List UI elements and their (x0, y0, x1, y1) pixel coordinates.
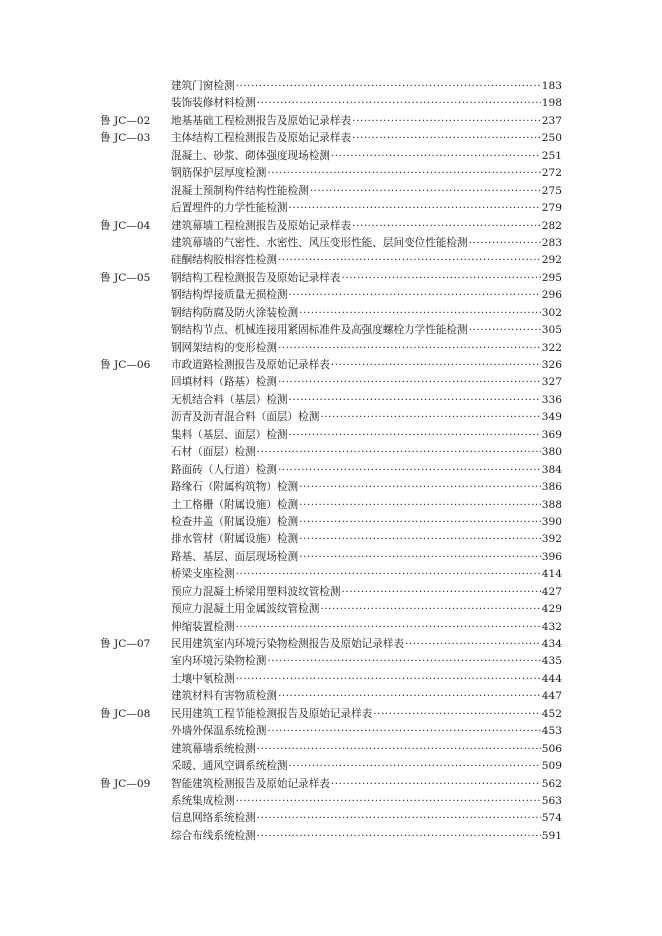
toc-dot-leader (236, 619, 541, 636)
toc-dot-leader (320, 409, 540, 426)
toc-entry-code: 鲁 JC—09 (100, 777, 151, 790)
toc-entry-page: 427 (541, 585, 562, 598)
toc-dot-leader (257, 810, 541, 827)
toc-dot-leader (278, 688, 541, 705)
toc-entry[interactable] (0, 165, 662, 182)
toc-entry-line (171, 584, 562, 601)
toc-entry-title: 预应力混凝土用金属波纹管检测 (171, 603, 320, 616)
toc-entry-page: 434 (541, 638, 562, 650)
toc-entry[interactable] (0, 653, 662, 670)
toc-entry[interactable] (0, 810, 662, 827)
toc-entry[interactable] (0, 322, 662, 339)
toc-entry-page: 380 (541, 446, 562, 459)
toc-dot-leader (299, 514, 541, 531)
toc-entry-line (171, 165, 562, 182)
toc-entry[interactable] (0, 130, 662, 147)
toc-entry-title: 建筑材料有害物质检测 (171, 690, 277, 703)
toc-entry-line (171, 671, 562, 688)
toc-entry[interactable] (0, 148, 662, 165)
toc-entry-code: 鲁 JC—03 (100, 132, 151, 145)
toc-dot-leader (236, 793, 541, 810)
toc-dot-leader (352, 130, 541, 147)
toc-dot-leader (289, 287, 541, 304)
toc-entry[interactable] (0, 828, 662, 845)
toc-dot-leader (352, 113, 541, 130)
toc-entry-line (171, 601, 562, 618)
toc-entry-page: 275 (541, 184, 562, 197)
toc-entry-page: 183 (541, 80, 562, 92)
toc-entry-title: 伸缩装置检测 (171, 620, 235, 633)
toc-entry-page: 453 (541, 725, 562, 738)
toc-entry-code: 鲁 JC—06 (100, 359, 151, 371)
toc-entry-page: 349 (541, 411, 562, 424)
toc-entry[interactable] (0, 252, 662, 269)
toc-entry-line (171, 828, 562, 845)
toc-entry-page: 432 (541, 620, 562, 633)
toc-dot-leader (278, 462, 541, 479)
toc-entry-title: 无机结合料（基层）检测 (171, 393, 288, 406)
toc-dot-leader (352, 218, 541, 235)
toc-entry-page: 563 (541, 794, 562, 807)
toc-entry-title: 系统集成检测 (171, 794, 235, 807)
toc-entry-page: 369 (541, 428, 562, 441)
toc-dot-leader (310, 183, 541, 200)
toc-entry[interactable] (0, 497, 662, 514)
toc-dot-leader (236, 671, 541, 688)
toc-entry[interactable] (0, 218, 662, 235)
toc-dot-leader (299, 497, 541, 514)
toc-entry-line (171, 688, 562, 705)
toc-entry[interactable] (0, 235, 662, 252)
toc-entry[interactable] (0, 444, 662, 461)
toc-entry-line (171, 200, 562, 217)
toc-entry-page: 388 (541, 498, 562, 511)
toc-dot-leader (267, 653, 540, 670)
toc-entry-title: 建筑门窗检测 (171, 80, 235, 92)
toc-entry-line (171, 183, 562, 200)
toc-entry[interactable] (0, 374, 662, 391)
toc-entry-page: 506 (541, 742, 562, 755)
toc-entry[interactable] (0, 723, 662, 740)
toc-entry-line (171, 566, 562, 583)
toc-entry[interactable] (0, 793, 662, 810)
toc-dot-leader (267, 165, 540, 182)
toc-entry[interactable] (0, 584, 662, 601)
toc-entry-title: 市政道路检测报告及原始记录样表 (171, 359, 330, 371)
toc-entry[interactable] (0, 409, 662, 426)
toc-entry-page: 390 (541, 515, 562, 528)
toc-dot-leader (257, 741, 541, 758)
toc-entry-line (171, 723, 562, 740)
toc-entry-line (171, 531, 562, 548)
toc-entry-line (171, 479, 562, 496)
toc-entry-code: 鲁 JC—02 (100, 114, 151, 127)
toc-entry-title: 回填材料（路基）检测 (171, 376, 277, 389)
toc-entry-title: 钢结构防腐及防火涂装检测 (171, 306, 299, 319)
toc-entry[interactable] (0, 78, 662, 95)
toc-dot-leader (257, 444, 541, 461)
toc-entry-title: 综合布线系统检测 (171, 829, 256, 842)
table-of-contents (0, 78, 662, 845)
toc-entry[interactable] (0, 549, 662, 566)
toc-entry-title: 建筑幕墙工程检测报告及原始记录样表 (171, 219, 352, 232)
toc-entry-title: 土壤中氡检测 (171, 672, 235, 685)
toc-dot-leader (267, 723, 540, 740)
toc-entry-page: 574 (541, 812, 562, 825)
toc-entry-page: 447 (541, 690, 562, 703)
toc-entry-title: 预应力混凝土桥梁用塑料波纹管检测 (171, 585, 341, 598)
toc-entry[interactable] (0, 357, 662, 374)
toc-entry-line (171, 218, 562, 235)
toc-entry-line (171, 270, 562, 287)
toc-entry-title: 建筑幕墙的气密性、水密性、风压变形性能、层间变位性能检测 (171, 236, 468, 249)
toc-entry-title: 钢筋保护层厚度检测 (171, 167, 267, 180)
toc-entry-page: 292 (541, 254, 562, 267)
toc-entry[interactable] (0, 706, 662, 723)
toc-entry-title: 后置埋件的力学性能检测 (171, 202, 288, 215)
toc-entry-page: 509 (541, 760, 562, 773)
toc-dot-leader (289, 427, 541, 444)
toc-entry[interactable] (0, 741, 662, 758)
toc-entry-title: 混凝土预制构件结构性能检测 (171, 184, 309, 197)
toc-dot-leader (299, 531, 541, 548)
toc-entry-code: 鲁 JC—05 (100, 271, 151, 284)
toc-entry-page: 302 (541, 306, 562, 319)
toc-entry-line (171, 706, 562, 723)
toc-entry[interactable] (0, 183, 662, 200)
toc-entry-line (171, 113, 562, 130)
toc-entry[interactable] (0, 619, 662, 636)
toc-entry[interactable] (0, 636, 662, 653)
toc-entry-page: 198 (541, 97, 562, 110)
toc-entry-line (171, 462, 562, 479)
toc-dot-leader (373, 706, 540, 723)
toc-entry-page: 414 (541, 568, 562, 581)
toc-entry-code: 鲁 JC—07 (100, 638, 151, 650)
toc-entry-page: 591 (541, 829, 562, 842)
toc-entry-page: 296 (541, 289, 562, 302)
toc-dot-leader (289, 392, 541, 409)
toc-entry-page: 305 (541, 324, 562, 337)
toc-entry-line (171, 252, 562, 269)
toc-entry[interactable] (0, 671, 662, 688)
toc-entry[interactable] (0, 95, 662, 112)
toc-dot-leader (331, 148, 541, 165)
toc-entry-line (171, 758, 562, 775)
toc-entry-line (171, 497, 562, 514)
toc-entry-line (171, 444, 562, 461)
toc-entry-line (171, 810, 562, 827)
toc-entry-title: 主体结构工程检测报告及原始记录样表 (171, 132, 352, 145)
toc-entry-page: 279 (541, 202, 562, 215)
toc-entry-title: 硅酮结构胶相容性检测 (171, 254, 277, 267)
toc-entry-title: 检查井盖（附属设施）检测 (171, 515, 299, 528)
toc-entry-page: 384 (541, 463, 562, 476)
toc-entry-title: 钢结构节点、机械连接用紧固标准件及高强度螺栓力学性能检测 (171, 324, 468, 337)
toc-entry-line (171, 619, 562, 636)
toc-entry-title: 桥梁支座检测 (171, 568, 235, 581)
toc-entry-title: 室内环境污染物检测 (171, 655, 267, 668)
toc-entry-code: 鲁 JC—08 (100, 707, 151, 720)
toc-entry[interactable] (0, 566, 662, 583)
toc-dot-leader (469, 235, 541, 252)
toc-entry-page: 322 (541, 341, 562, 354)
toc-entry[interactable] (0, 270, 662, 287)
toc-entry[interactable] (0, 287, 662, 304)
toc-entry-line (171, 409, 562, 426)
toc-entry-page: 272 (541, 167, 562, 180)
toc-entry-line (171, 95, 562, 112)
toc-entry-line (171, 374, 562, 391)
toc-dot-leader (257, 828, 541, 845)
toc-entry-title: 钢网架结构的变形检测 (171, 341, 277, 354)
toc-entry-line (171, 741, 562, 758)
toc-dot-leader (236, 566, 541, 583)
toc-entry[interactable] (0, 305, 662, 322)
toc-entry[interactable] (0, 776, 662, 793)
toc-dot-leader (236, 78, 541, 95)
toc-entry-page: 429 (541, 603, 562, 616)
toc-dot-leader (331, 776, 541, 793)
toc-dot-leader (278, 374, 541, 391)
toc-entry-line (171, 305, 562, 322)
toc-entry[interactable] (0, 200, 662, 217)
toc-dot-leader (257, 95, 541, 112)
toc-entry[interactable] (0, 758, 662, 775)
toc-entry-line (171, 392, 562, 409)
toc-entry-title: 石材（面层）检测 (171, 446, 256, 459)
toc-entry[interactable] (0, 514, 662, 531)
toc-entry-page: 396 (541, 550, 562, 563)
toc-entry-title: 混凝土、砂浆、砌体强度现场检测 (171, 149, 330, 162)
toc-entry-line (171, 78, 562, 95)
toc-entry-title: 民用建筑室内环境污染物检测报告及原始记录样表 (171, 638, 405, 650)
toc-entry-page: 250 (541, 132, 562, 145)
toc-entry[interactable] (0, 113, 662, 130)
toc-entry-title: 集料（基层、面层）检测 (171, 428, 288, 441)
toc-dot-leader (278, 252, 541, 269)
toc-entry[interactable] (0, 462, 662, 479)
toc-entry-page: 295 (541, 271, 562, 284)
toc-entry-title: 外墙外保温系统检测 (171, 725, 267, 738)
toc-entry-title: 沥青及沥青混合料（面层）检测 (171, 411, 320, 424)
toc-dot-leader (342, 584, 541, 601)
toc-entry-page: 251 (541, 149, 562, 162)
toc-dot-leader (278, 340, 541, 357)
toc-entry-line (171, 130, 562, 147)
toc-dot-leader (469, 322, 541, 339)
toc-dot-leader (289, 200, 541, 217)
toc-dot-leader (405, 636, 541, 653)
toc-entry[interactable] (0, 392, 662, 409)
toc-entry-page: 435 (541, 655, 562, 668)
toc-entry-line (171, 322, 562, 339)
toc-entry-title: 地基基础工程检测报告及原始记录样表 (171, 114, 352, 127)
toc-entry-code: 鲁 JC—04 (100, 219, 151, 232)
toc-entry-page: 326 (541, 359, 562, 371)
toc-entry-line (171, 235, 562, 252)
toc-entry-title: 装饰装修材料检测 (171, 97, 256, 110)
toc-dot-leader (289, 758, 541, 775)
toc-entry-page: 282 (541, 219, 562, 232)
toc-dot-leader (299, 305, 541, 322)
toc-entry-title: 路面砖（人行道）检测 (171, 463, 277, 476)
toc-entry-page: 283 (541, 236, 562, 249)
toc-entry-title: 钢结构工程检测报告及原始记录样表 (171, 271, 341, 284)
toc-entry-page: 327 (541, 376, 562, 389)
toc-entry-page: 386 (541, 481, 562, 494)
toc-entry-line (171, 514, 562, 531)
toc-entry-title: 智能建筑检测报告及原始记录样表 (171, 777, 330, 790)
toc-entry[interactable] (0, 601, 662, 618)
toc-entry[interactable] (0, 688, 662, 705)
toc-entry-line (171, 427, 562, 444)
toc-entry-page: 336 (541, 393, 562, 406)
toc-entry[interactable] (0, 479, 662, 496)
toc-dot-leader (342, 270, 541, 287)
toc-entry-title: 民用建筑工程节能检测报告及原始记录样表 (171, 707, 373, 720)
toc-entry[interactable] (0, 340, 662, 357)
toc-entry-line (171, 340, 562, 357)
toc-entry-line (171, 549, 562, 566)
toc-entry-line (171, 357, 562, 374)
toc-entry[interactable] (0, 531, 662, 548)
toc-entry-line (171, 793, 562, 810)
toc-dot-leader (331, 357, 541, 374)
toc-entry-title: 采暖、通风空调系统检测 (171, 760, 288, 773)
toc-entry-title: 建筑幕墙系统检测 (171, 742, 256, 755)
toc-entry-page: 392 (541, 533, 562, 546)
toc-entry-line (171, 148, 562, 165)
toc-entry-page: 562 (541, 777, 562, 790)
toc-entry-line (171, 287, 562, 304)
toc-entry-title: 路基、基层、面层现场检测 (171, 550, 299, 563)
toc-entry-line (171, 636, 562, 653)
toc-dot-leader (299, 549, 541, 566)
toc-entry-title: 钢结构焊接质量无损检测 (171, 289, 288, 302)
toc-entry-title: 土工格栅（附属设施）检测 (171, 498, 299, 511)
toc-entry-page: 452 (541, 707, 562, 720)
toc-dot-leader (299, 479, 541, 496)
toc-entry-page: 444 (541, 672, 562, 685)
toc-entry-line (171, 776, 562, 793)
toc-entry-title: 信息网络系统检测 (171, 812, 256, 825)
toc-entry-title: 排水管材（附属设施）检测 (171, 533, 299, 546)
toc-entry-page: 237 (541, 114, 562, 127)
toc-dot-leader (320, 601, 540, 618)
toc-entry-line (171, 653, 562, 670)
toc-entry-title: 路缘石（附属构筑物）检测 (171, 481, 299, 494)
toc-entry[interactable] (0, 427, 662, 444)
